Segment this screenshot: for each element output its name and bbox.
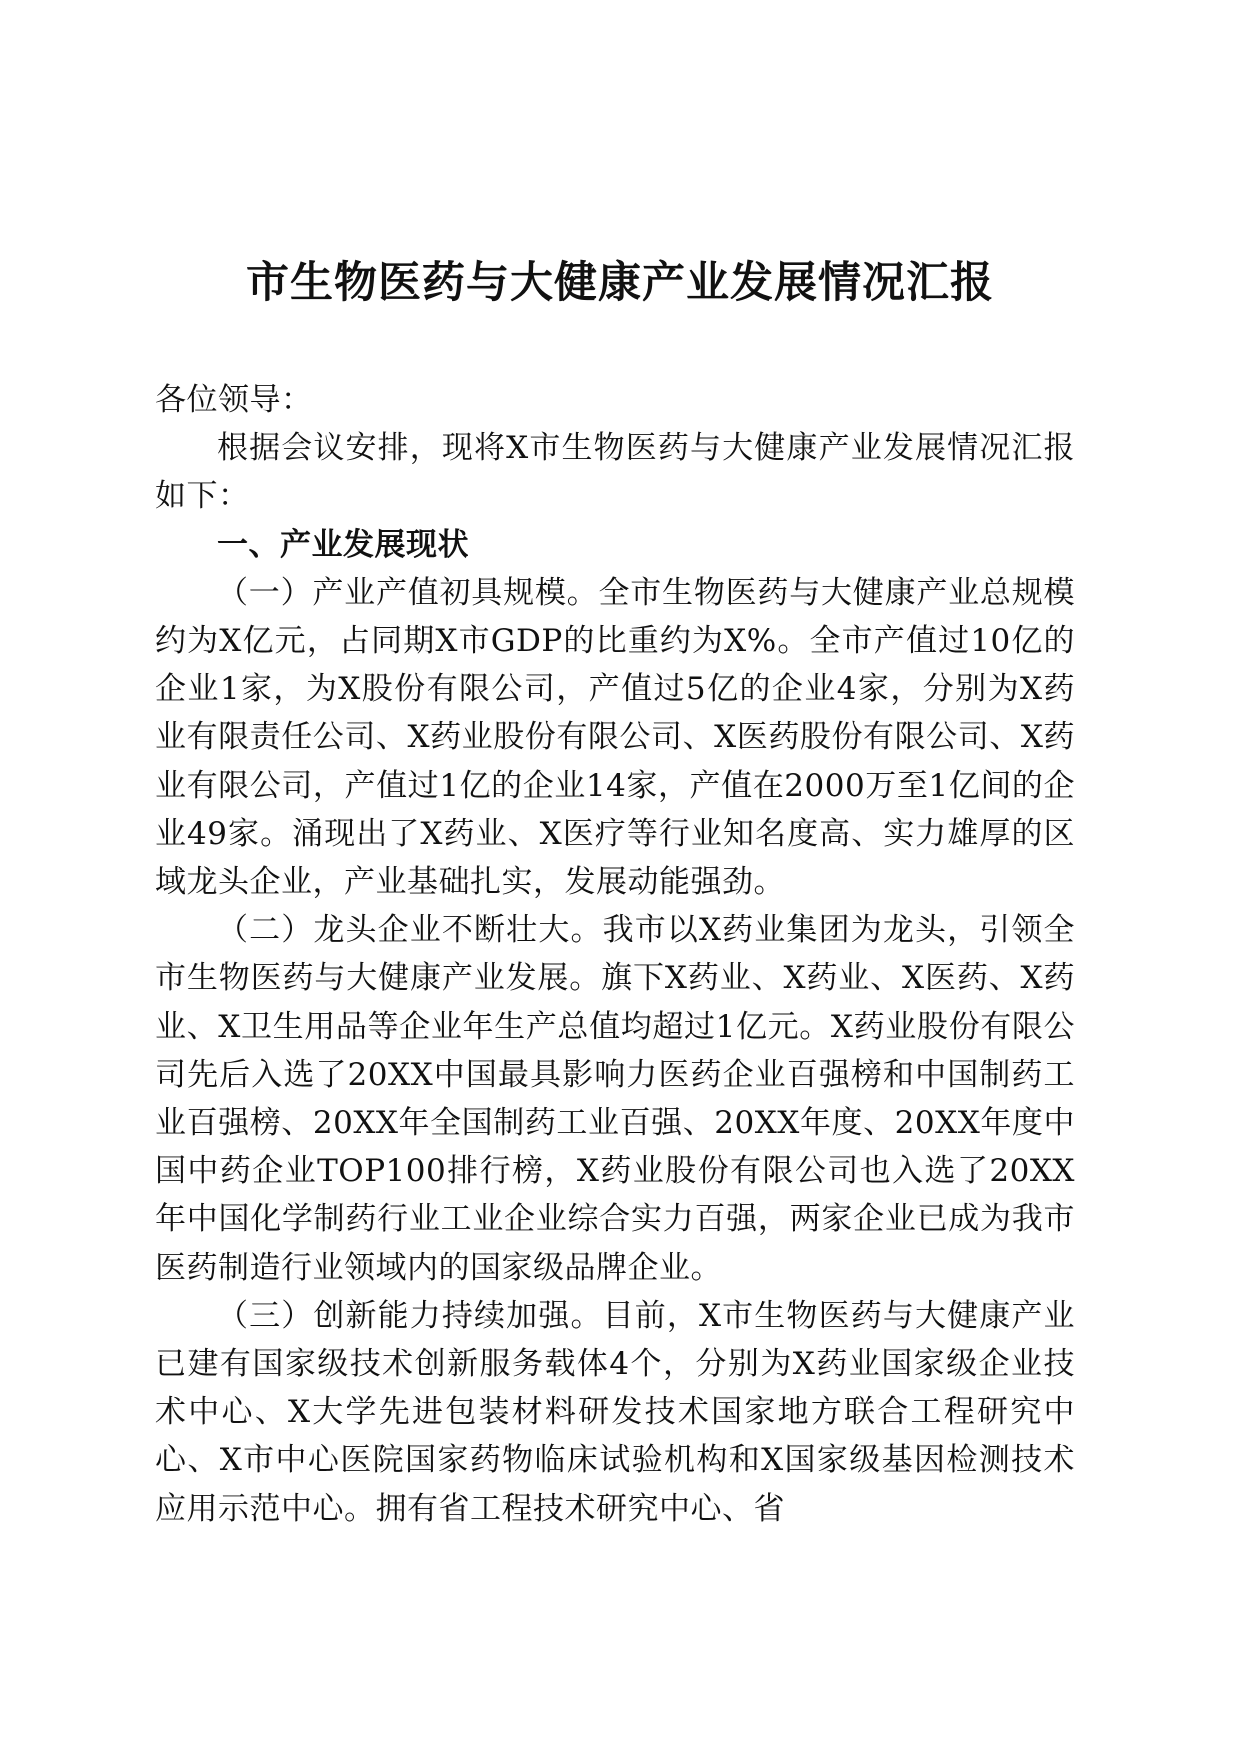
document-title: 市生物医药与大健康产业发展情况汇报 <box>246 258 994 308</box>
paragraph-3-heading: （三）创新能力持续加强。 <box>217 1297 603 1334</box>
paragraph-2 <box>155 906 1075 1292</box>
paragraph-1 <box>155 569 1075 906</box>
salutation: 各位领导： <box>155 382 313 418</box>
paragraph-2-heading: （二）龙头企业不断壮大。 <box>217 912 603 949</box>
paragraph-1-body: 全市生物医药与大健康产业总规模约为X亿元，占同期X市GDP的比重约为X%。全市产值过10亿的企业1家，为X股份有限公司，产值过5亿的企业4家，分别为X药业有限责任公司、X药业股份有限公司、X医药股份有限公司、X药业有限公司，产值过1亿的企业14家，产值在2000万至1亿间的企业49家。涌现出了X药业、X医疗等行业知名度高、实力雄厚的区域龙头企业，产业基础扎实，发展动能强劲。 <box>155 574 1076 901</box>
section-heading-1: 一、产业发展现状 <box>217 526 469 563</box>
paragraph-3 <box>155 1292 1075 1533</box>
paragraph-3-body: 目前，X市生物医药与大健康产业已建有国家级技术创新服务载体4个，分别为X药业国家级企业技术中心、X大学先进包装材料研发技术国家地方联合工程研究中心、X市中心医院国家药物临床试验机构和X国家级基因检测技术应用示范中心。拥有省工程技术研究中心、省 <box>155 1297 1075 1527</box>
paragraph-2-body: 我市以X药业集团为龙头，引领全市生物医药与大健康产业发展。旗下X药业、X药业、X医药、X药业、X卫生用品等企业年生产总值均超过1亿元。X药业股份有限公司先后入选了20XX中国最具影响力医药企业百强榜和中国制药工业百强榜、20XX年全国制药工业百强、20XX年度、20XX年度中国中药企业TOP100排行榜，X药业股份有限公司也入选了20XX年中国化学制药行业工业企业综合实力百强，两家企业已成为我市医药制造行业领域内的国家级品牌企业。 <box>155 912 1075 1286</box>
intro-paragraph: 根据会议安排，现将X市生物医药与大健康产业发展情况汇报如下： <box>155 430 1075 515</box>
paragraph-1-heading: （一）产业产值初具规模。 <box>217 574 599 611</box>
document-body <box>155 376 1075 1533</box>
